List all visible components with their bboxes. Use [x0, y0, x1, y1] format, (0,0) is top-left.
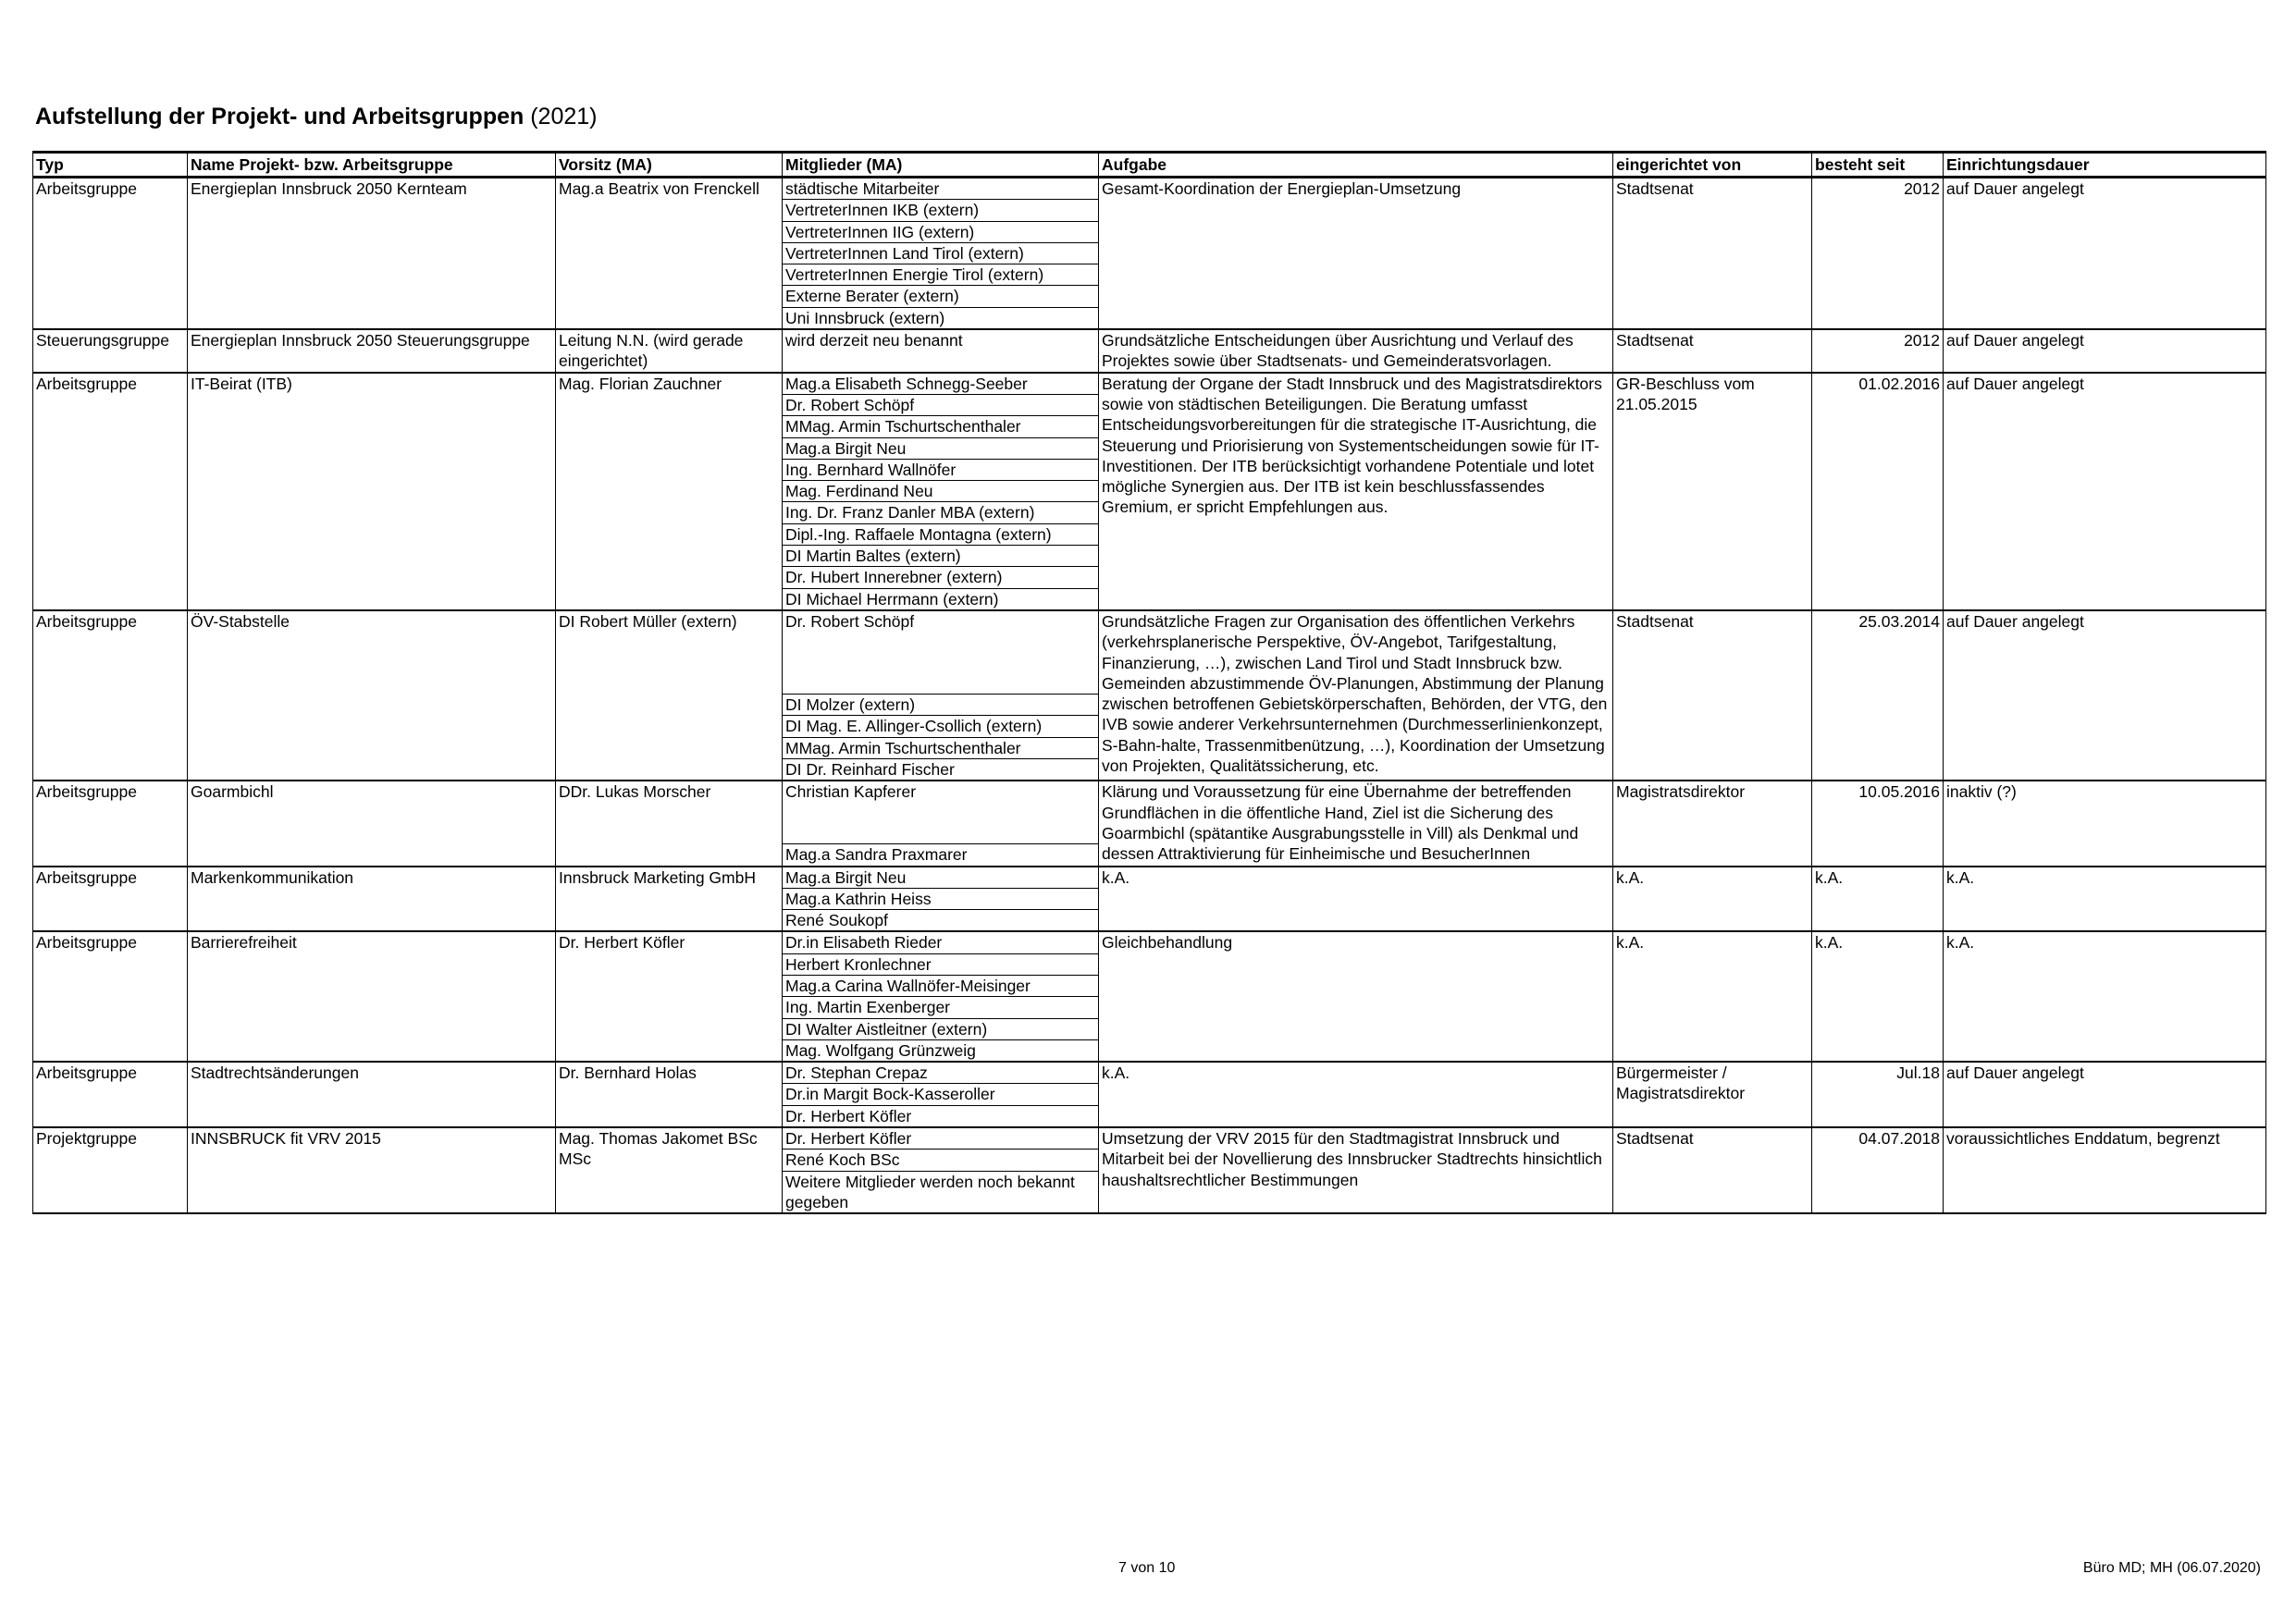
cell-eingerichtet-von: Stadtsenat [1613, 329, 1812, 373]
cell-besteht-seit: k.A. [1812, 931, 1944, 1062]
cell-vorsitz: Dr. Bernhard Holas [556, 1062, 783, 1127]
cell-vorsitz: DDr. Lukas Morscher [556, 781, 783, 866]
cell-besteht-seit: 01.02.2016 [1812, 373, 1944, 610]
cell-mitglieder [783, 867, 1099, 932]
page-title-year: (2021) [524, 104, 598, 129]
cell-name: Energieplan Innsbruck 2050 Steuerungsgruppe [188, 329, 556, 373]
member-entry: Mag.a Sandra Praxmarer [785, 845, 968, 865]
cell-besteht-seit: 10.05.2016 [1812, 781, 1944, 866]
cell-einrichtungsdauer: auf Dauer angelegt [1944, 178, 2266, 330]
member-entry: Mag.a Birgit Neu [783, 438, 1098, 460]
member-entry: wird derzeit neu benannt [785, 331, 963, 350]
member-entry: MMag. Armin Tschurtschenthaler [783, 738, 1098, 759]
column-header-einrichtungsdauer: Einrichtungsdauer [1944, 153, 2266, 178]
member-entry: städtische Mitarbeiter [783, 178, 1098, 200]
member-entry: Dipl.-Ing. Raffaele Montagna (extern) [783, 524, 1098, 546]
member-entry: Dr.in Margit Bock-Kasseroller [783, 1084, 1098, 1105]
page-number: 7 von 10 [1118, 1560, 1176, 1576]
cell-einrichtungsdauer: auf Dauer angelegt [1944, 329, 2266, 373]
cell-aufgabe: Umsetzung der VRV 2015 für den Stadtmagistrat Innsbruck und Mitarbeit bei der Novellierung des Innsbrucker Stadtrechts hinsichtlich haushaltsrechtlicher Bestimmungen [1099, 1127, 1613, 1213]
member-entry: MMag. Armin Tschurtschenthaler [783, 416, 1098, 437]
member-entry: Ing. Dr. Franz Danler MBA (extern) [783, 502, 1098, 523]
member-entry: Dr. Herbert Köfler [785, 1106, 912, 1125]
member-entry: Mag.a Elisabeth Schnegg-Seeber [783, 374, 1098, 395]
member-entry: Mag.a Birgit Neu [783, 867, 1098, 889]
column-header-typ: Typ [33, 153, 188, 178]
table-row [33, 329, 2266, 373]
cell-vorsitz: Mag.a Beatrix von Frenckell [556, 178, 783, 330]
cell-typ: Arbeitsgruppe [33, 610, 188, 781]
cell-vorsitz: Mag. Florian Zauchner [556, 373, 783, 610]
cell-typ: Arbeitsgruppe [33, 931, 188, 1062]
cell-eingerichtet-von: k.A. [1613, 931, 1812, 1062]
table-row [33, 781, 2266, 866]
cell-eingerichtet-von: Magistratsdirektor [1613, 781, 1812, 866]
cell-einrichtungsdauer: auf Dauer angelegt [1944, 1062, 2266, 1127]
cell-typ: Arbeitsgruppe [33, 373, 188, 610]
cell-besteht-seit: k.A. [1812, 867, 1944, 932]
table-row [33, 867, 2266, 932]
cell-aufgabe: Gleichbehandlung [1099, 931, 1613, 1062]
cell-name: ÖV-Stabstelle [188, 610, 556, 781]
member-entry: Weitere Mitglieder werden noch bekannt gegeben [785, 1172, 1075, 1211]
cell-eingerichtet-von: Stadtsenat [1613, 610, 1812, 781]
table-row [33, 178, 2266, 330]
column-header-vorsitz: Vorsitz (MA) [556, 153, 783, 178]
cell-aufgabe: Gesamt-Koordination der Energieplan-Umsetzung [1099, 178, 1613, 330]
member-entry: Dr.in Elisabeth Rieder [783, 932, 1098, 953]
member-entry: DI Michael Herrmann (extern) [785, 589, 999, 609]
member-entry: Uni Innsbruck (extern) [785, 308, 945, 327]
page-title-main: Aufstellung der Projekt- und Arbeitsgruppen [35, 104, 525, 129]
member-entry: DI Mag. E. Allinger-Csollich (extern) [783, 716, 1098, 737]
cell-aufgabe: Klärung und Voraussetzung für eine Übernahme der betreffenden Grundflächen in die öffentliche Hand, Ziel ist die Sicherung des Goarmbichl (spätantike Ausgrabungsstelle in Vill) als Denkmal und dessen Attraktivierung für Einheimische und BesucherInnen [1099, 781, 1613, 866]
cell-typ: Projektgruppe [33, 1127, 188, 1213]
cell-name: Markenkommunikation [188, 867, 556, 932]
member-entry: Dr. Robert Schöpf [783, 395, 1098, 416]
member-entry: DI Martin Baltes (extern) [783, 546, 1098, 567]
cell-name: Stadtrechtsänderungen [188, 1062, 556, 1127]
cell-name: Energieplan Innsbruck 2050 Kernteam [188, 178, 556, 330]
cell-mitglieder [783, 329, 1099, 373]
table-row [33, 931, 2266, 1062]
member-entry: VertreterInnen IIG (extern) [783, 222, 1098, 243]
cell-besteht-seit: 04.07.2018 [1812, 1127, 1944, 1213]
member-entry: Mag. Wolfgang Grünzweig [785, 1040, 976, 1060]
member-entry: Ing. Bernhard Wallnöfer [783, 460, 1098, 481]
member-entry: DI Molzer (extern) [783, 695, 1098, 716]
member-entry: VertreterInnen IKB (extern) [783, 200, 1098, 221]
cell-name: Goarmbichl [188, 781, 556, 866]
cell-mitglieder [783, 610, 1099, 781]
cell-eingerichtet-von: Stadtsenat [1613, 178, 1812, 330]
table-header-row [33, 153, 2266, 178]
member-entry: Dr. Robert Schöpf [783, 611, 1098, 695]
cell-name: INNSBRUCK fit VRV 2015 [188, 1127, 556, 1213]
cell-eingerichtet-von: Bürgermeister / Magistratsdirektor [1613, 1062, 1812, 1127]
member-entry: Ing. Martin Exenberger [783, 997, 1098, 1018]
cell-aufgabe: Beratung der Organe der Stadt Innsbruck und des Magistratsdirektors sowie von städtischen Beteiligungen. Die Beratung umfasst Entscheidungsvorbereitungen für die strategische IT-Ausrichtung, die Steuerung und Priorisierung von Systementscheidungen sowie für IT-Investitionen. Der ITB berücksichtigt vorhandene Potentiale und lotet mögliche Synergien aus. Der ITB ist kein beschlussfassendes Gremium, er spricht Empfehlungen aus. [1099, 373, 1613, 610]
member-entry: Herbert Kronlechner [783, 954, 1098, 976]
cell-aufgabe: Grundsätzliche Fragen zur Organisation des öffentlichen Verkehrs (verkehrsplanerische Perspektive, ÖV-Angebot, Tarifgestaltung, Finanzierung, …), zwischen Land Tirol und Stadt Innsbruck bzw. Gemeinden abzustimmende ÖV-Planungen, Abstimmung der Planung zwischen betroffenen Gebietskörperschaften, Behörden, der VTG, den IVB sowie anderer Verkehrsunternehmen (Durchmesserlinienkonzept, S-Bahn-halte, Trassenmitbenützung, …), Koordination der Umsetzung von Projekten, Qualitätssicherung, etc. [1099, 610, 1613, 781]
column-header-mitglieder: Mitglieder (MA) [783, 153, 1099, 178]
member-entry: Mag.a Kathrin Heiss [783, 889, 1098, 910]
member-entry: Christian Kapferer [783, 781, 1098, 844]
cell-eingerichtet-von: Stadtsenat [1613, 1127, 1812, 1213]
cell-besteht-seit: 2012 [1812, 329, 1944, 373]
member-entry: Mag.a Carina Wallnöfer-Meisinger [783, 976, 1098, 997]
cell-besteht-seit: 25.03.2014 [1812, 610, 1944, 781]
cell-einrichtungsdauer: inaktiv (?) [1944, 781, 2266, 866]
member-entry: Dr. Stephan Crepaz [783, 1063, 1098, 1084]
cell-eingerichtet-von: k.A. [1613, 867, 1812, 932]
cell-vorsitz: Dr. Herbert Köfler [556, 931, 783, 1062]
cell-vorsitz: Leitung N.N. (wird gerade eingerichtet) [556, 329, 783, 373]
column-header-aufgabe: Aufgabe [1099, 153, 1613, 178]
cell-mitglieder [783, 781, 1099, 866]
cell-typ: Steuerungsgruppe [33, 329, 188, 373]
cell-typ: Arbeitsgruppe [33, 178, 188, 330]
footer-reference: Büro MD; MH (06.07.2020) [2082, 1560, 2261, 1576]
member-entry: DI Walter Aistleitner (extern) [783, 1019, 1098, 1040]
member-entry: Dr. Hubert Innerebner (extern) [783, 567, 1098, 588]
member-entry: Dr. Herbert Köfler [783, 1128, 1098, 1150]
cell-aufgabe: k.A. [1099, 1062, 1613, 1127]
table-row [33, 373, 2266, 610]
groups-table [32, 151, 2266, 1214]
table-row [33, 1062, 2266, 1127]
column-header-eingerichtet-von: eingerichtet von [1613, 153, 1812, 178]
member-entry: VertreterInnen Land Tirol (extern) [783, 243, 1098, 264]
member-entry: Mag. Ferdinand Neu [783, 481, 1098, 502]
table-row [33, 1127, 2266, 1213]
cell-typ: Arbeitsgruppe [33, 781, 188, 866]
cell-vorsitz: Innsbruck Marketing GmbH [556, 867, 783, 932]
cell-typ: Arbeitsgruppe [33, 867, 188, 932]
cell-vorsitz: DI Robert Müller (extern) [556, 610, 783, 781]
cell-besteht-seit: Jul.18 [1812, 1062, 1944, 1127]
cell-name: Barrierefreiheit [188, 931, 556, 1062]
cell-aufgabe: k.A. [1099, 867, 1613, 932]
cell-name: IT-Beirat (ITB) [188, 373, 556, 610]
cell-mitglieder [783, 373, 1099, 610]
cell-besteht-seit: 2012 [1812, 178, 1944, 330]
cell-mitglieder [783, 1127, 1099, 1213]
cell-mitglieder [783, 1062, 1099, 1127]
member-entry: VertreterInnen Energie Tirol (extern) [783, 264, 1098, 286]
member-entry: René Koch BSc [783, 1150, 1098, 1171]
cell-vorsitz: Mag. Thomas Jakomet BSc MSc [556, 1127, 783, 1213]
cell-mitglieder [783, 931, 1099, 1062]
table-row [33, 610, 2266, 781]
cell-typ: Arbeitsgruppe [33, 1062, 188, 1127]
cell-einrichtungsdauer: voraussichtliches Enddatum, begrenzt [1944, 1127, 2266, 1213]
member-entry: DI Dr. Reinhard Fischer [785, 760, 955, 780]
cell-eingerichtet-von: GR-Beschluss vom 21.05.2015 [1613, 373, 1812, 610]
member-entry: René Soukopf [785, 911, 888, 930]
cell-mitglieder [783, 178, 1099, 330]
column-header-besteht-seit: besteht seit [1812, 153, 1944, 178]
cell-einrichtungsdauer: k.A. [1944, 931, 2266, 1062]
cell-einrichtungsdauer: k.A. [1944, 867, 2266, 932]
page-title [35, 104, 597, 130]
cell-aufgabe: Grundsätzliche Entscheidungen über Ausrichtung und Verlauf des Projektes sowie über Stadtsenats- und Gemeinderatsvorlagen. [1099, 329, 1613, 373]
column-header-name: Name Projekt- bzw. Arbeitsgruppe [188, 153, 556, 178]
member-entry: Externe Berater (extern) [783, 286, 1098, 307]
cell-einrichtungsdauer: auf Dauer angelegt [1944, 373, 2266, 610]
cell-einrichtungsdauer: auf Dauer angelegt [1944, 610, 2266, 781]
